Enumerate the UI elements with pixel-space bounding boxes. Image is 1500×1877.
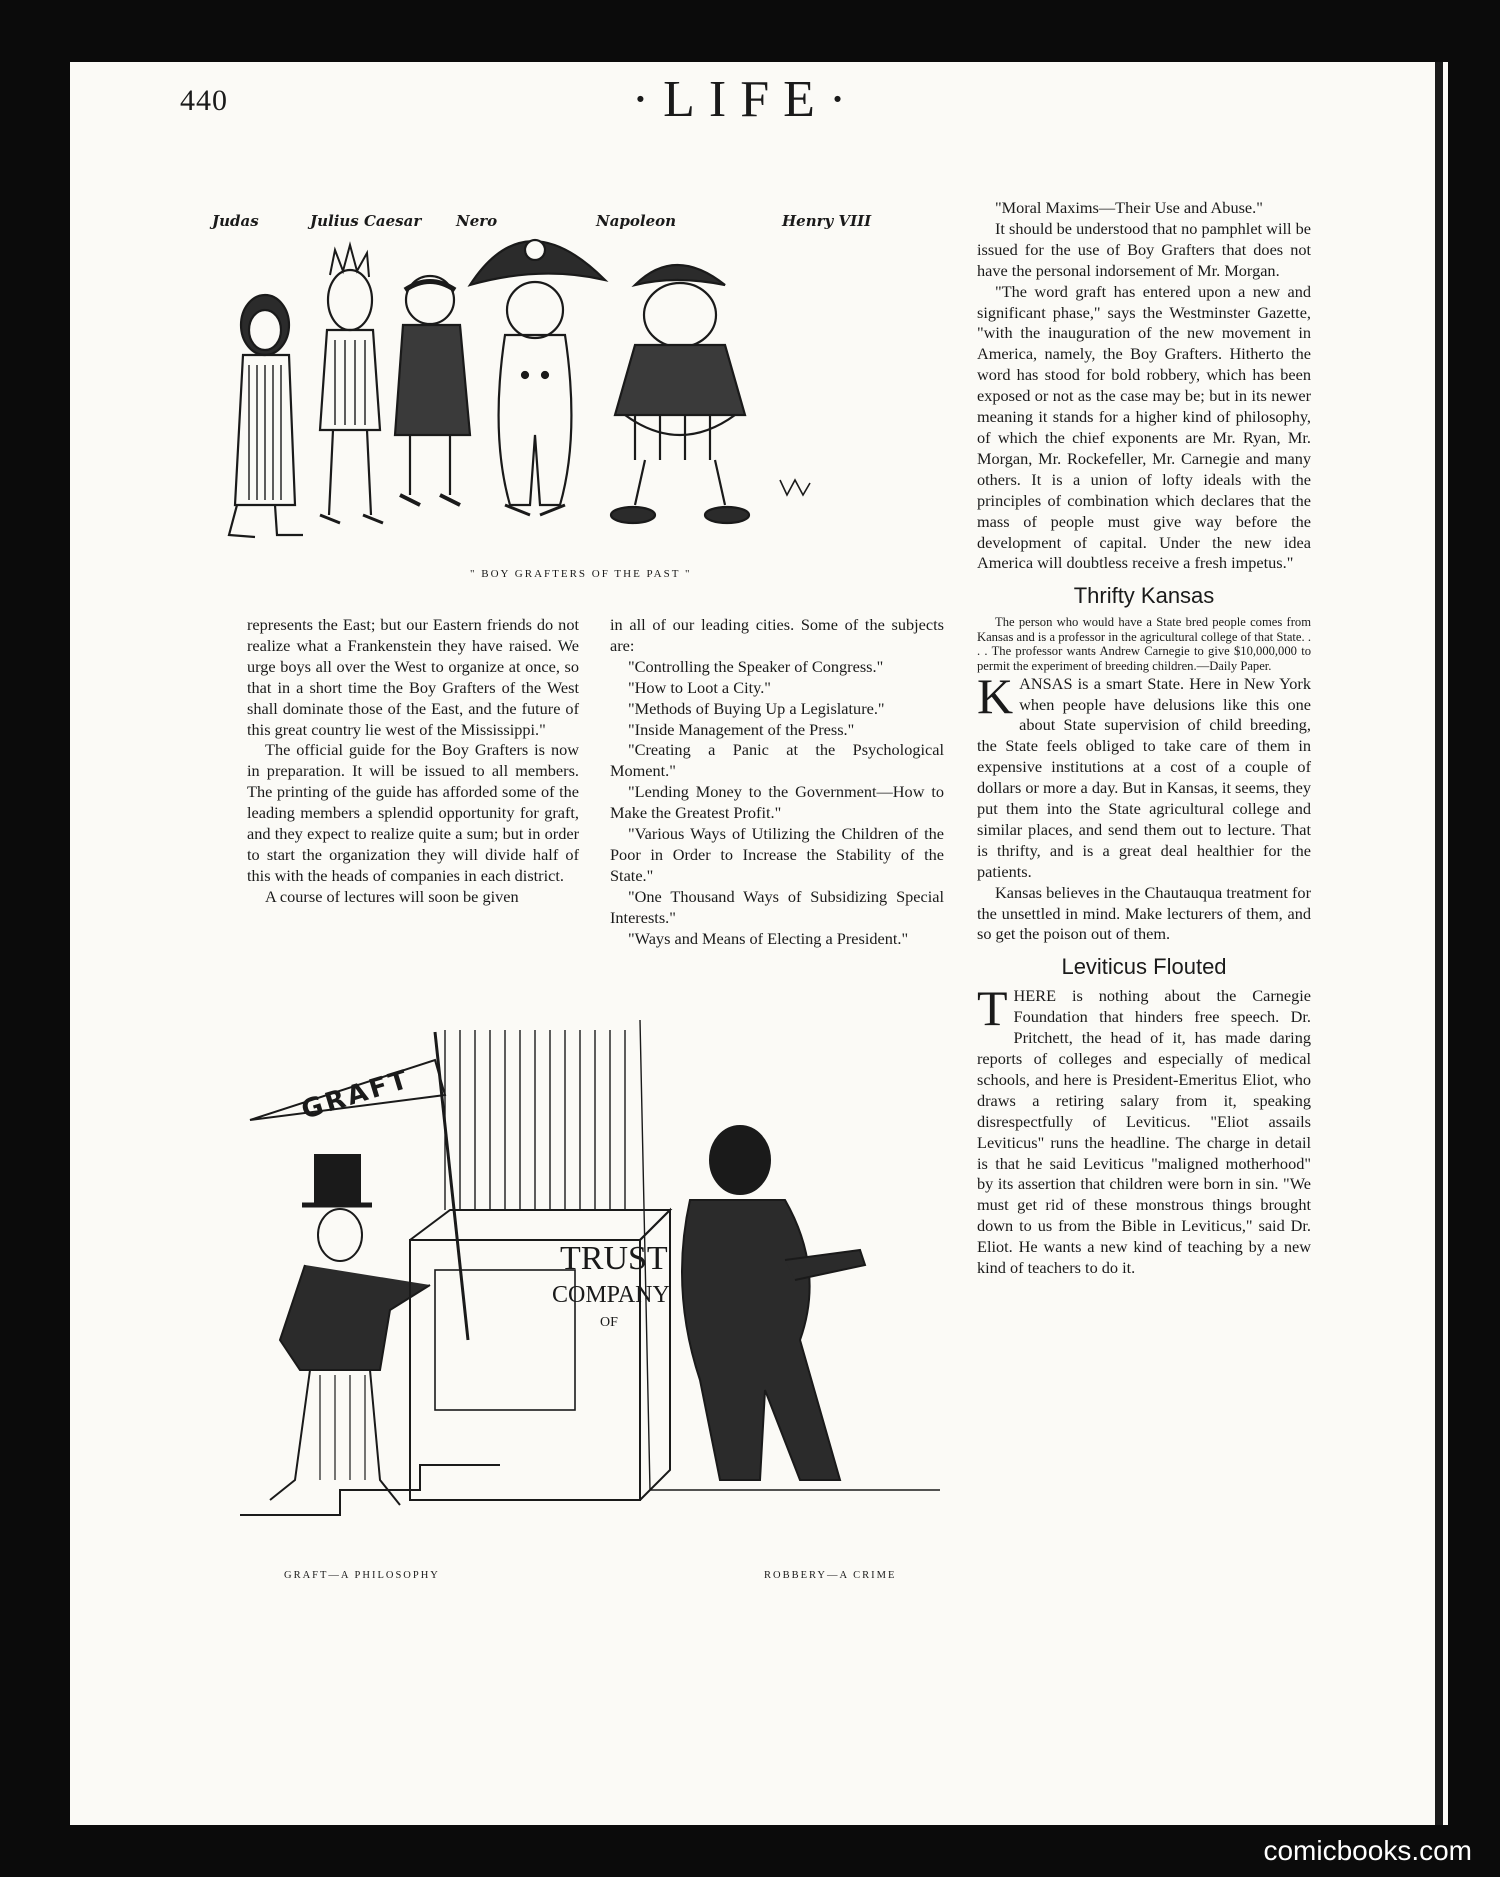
graft-banner-text: GRAFT bbox=[298, 1064, 414, 1126]
trust-sign-line3: OF bbox=[600, 1315, 618, 1330]
artist-signature bbox=[780, 480, 810, 495]
label-julius-caesar: Julius Caesar bbox=[310, 212, 422, 230]
epigraph-quote: The person who would have a State bred people comes from Kansas and is a professor in the agricultural college of that State. . . . The professor wants Andrew Carnegie to give $10,000,000 to permit the experiment of breeding children.—Daily Paper. bbox=[977, 615, 1311, 673]
trust-sign-line2: COMPANY bbox=[552, 1282, 670, 1308]
section-heading-leviticus-flouted: Leviticus Flouted bbox=[1061, 954, 1227, 980]
paragraph bbox=[977, 980, 1311, 1279]
paragraph: Kansas believes in the Chautauqua treatment for the unsettled in mind. Make lecturers of them, and so get the poison out of them. bbox=[977, 882, 1311, 944]
boy-grafters-illustration bbox=[205, 205, 945, 565]
lecture-subject: "Methods of Buying Up a Legislature." bbox=[628, 698, 885, 718]
right-column bbox=[977, 198, 1311, 1279]
paragraph: A course of lectures will soon be given bbox=[265, 886, 519, 906]
lecture-subject: "Lending Money to the Government—How to Make the Greatest Profit." bbox=[610, 782, 944, 823]
section-heading-thrifty-kansas: Thrifty Kansas bbox=[1073, 583, 1215, 609]
page-spine bbox=[1435, 62, 1443, 1825]
paragraph: represents the East; but our Eastern friends do not realize what a Frankenstein they have raised. We urge boys all over the West to organize at once, so that in a short time the Boy Grafters of the West shall dominate those of the East, and the future of this great country lie west of the Mississippi." bbox=[247, 615, 579, 739]
label-nero: Nero bbox=[456, 212, 498, 230]
paragraph-text: ANSAS is a smart State. Here in New York when people have delusions like this one about State supervision of child breeding, the State feels obliged to take care of them in expensive institutions at a cost of a couple of dollars or more a day. But in Kansas, it seems, they put them into the State agricultural college and similar places, and send them out to lecture. That is thrifty, and is a great deal healthier for the patients. bbox=[977, 673, 1311, 881]
nero-figure bbox=[395, 276, 470, 505]
paragraph: "The word graft has entered upon a new and significant phase," says the Westminster Gazette, "with the inauguration of the new movement in America, namely, the Boy Grafters. Hitherto the word has stood for bold robbery, which has been exposed or not as the case may be; but in its newer meaning it stands for a higher kind of philosophy, of which the chief exponents are Mr. Ryan, Mr. Morgan, Mr. Rockefeller, Mr. Carnegie and many others. It is a union of lofty ideals with the principles of combination which declares that the mass of people must give way before the development of capital. Under the new idea America will doubtless receive a fresh impetus." bbox=[977, 281, 1311, 573]
henry-viii-figure bbox=[611, 265, 749, 523]
drop-cap: K bbox=[977, 667, 1014, 724]
paragraph: in all of our leading cities. Some of the subjects are: bbox=[610, 615, 944, 655]
robbery-caption: ROBBERY—A CRIME bbox=[764, 1570, 897, 1581]
boy-grafters-drawing bbox=[205, 205, 945, 565]
source-watermark: comicbooks.com bbox=[1263, 1835, 1472, 1866]
paragraph: "Moral Maxims—Their Use and Abuse." bbox=[995, 198, 1263, 217]
paragraph: The official guide for the Boy Grafters is now in preparation. It will be issued to all members. The printing of the guide has afforded some of the leading members a splendid opportunity for graft, and they expect to realize quite a sum; but in order to start the organization they will divide half of this with the heads of companies in each district. bbox=[247, 740, 579, 885]
paragraph-text: HERE is nothing about the Carnegie Foundation that hinders free speech. Dr. Pritchett, the head of it, has made daring reports of colleges and especially of medical schools, and here is President-Emeritus Eliot, who draws a retiring salary from it, speaking disrespectfully of Leviticus. "Eliot assails Leviticus" runs the headline. The charge in detail is that he said Leviticus "maligned motherhood" by its assertion that children were born in sin. "We must get rid of these monstrous things brought down to us from the Bible in Leviticus," said Dr. Eliot. He wants a new kind of teaching by a new kind of teachers to do it. bbox=[977, 986, 1311, 1278]
middle-column bbox=[610, 615, 944, 950]
graft-caption: GRAFT—A PHILOSOPHY bbox=[284, 1570, 440, 1581]
label-henry-viii: Henry VIII bbox=[782, 212, 872, 230]
graft-man-figure bbox=[270, 1155, 430, 1505]
paragraph: It should be understood that no pamphlet will be issued for the use of Boy Grafters that does not have the personal indorsement of Mr. Morgan. bbox=[977, 218, 1311, 280]
left-column bbox=[247, 615, 579, 908]
trust-sign-line1: TRUST bbox=[560, 1240, 668, 1277]
judas-figure bbox=[229, 295, 303, 537]
label-judas: Judas bbox=[212, 212, 259, 230]
julius-caesar-figure bbox=[320, 245, 383, 523]
drop-cap: T bbox=[977, 980, 1008, 1037]
paragraph bbox=[977, 667, 1311, 883]
lecture-subject: "How to Loot a City." bbox=[628, 677, 771, 697]
lecture-subject: "Ways and Means of Electing a President." bbox=[628, 928, 909, 948]
page-number: 440 bbox=[180, 84, 228, 117]
lecture-subject: "Controlling the Speaker of Congress." bbox=[628, 656, 884, 676]
lecture-subject: "Creating a Panic at the Psychological Moment." bbox=[610, 740, 944, 781]
boy-grafters-caption: " BOY GRAFTERS OF THE PAST " bbox=[470, 568, 692, 580]
label-napoleon: Napoleon bbox=[596, 212, 677, 230]
lecture-subject: "One Thousand Ways of Subsidizing Special Interests." bbox=[610, 886, 944, 927]
flag-pole bbox=[435, 1032, 468, 1340]
lecture-subject: "Various Ways of Utilizing the Children of the Poor in Order to Increase the Stability of the State." bbox=[610, 824, 944, 885]
robbery-man-figure bbox=[682, 1126, 865, 1480]
masthead-title: ·LIFE· bbox=[631, 71, 861, 128]
napoleon-figure bbox=[470, 240, 605, 515]
lecture-subject: "Inside Management of the Press." bbox=[628, 719, 855, 739]
